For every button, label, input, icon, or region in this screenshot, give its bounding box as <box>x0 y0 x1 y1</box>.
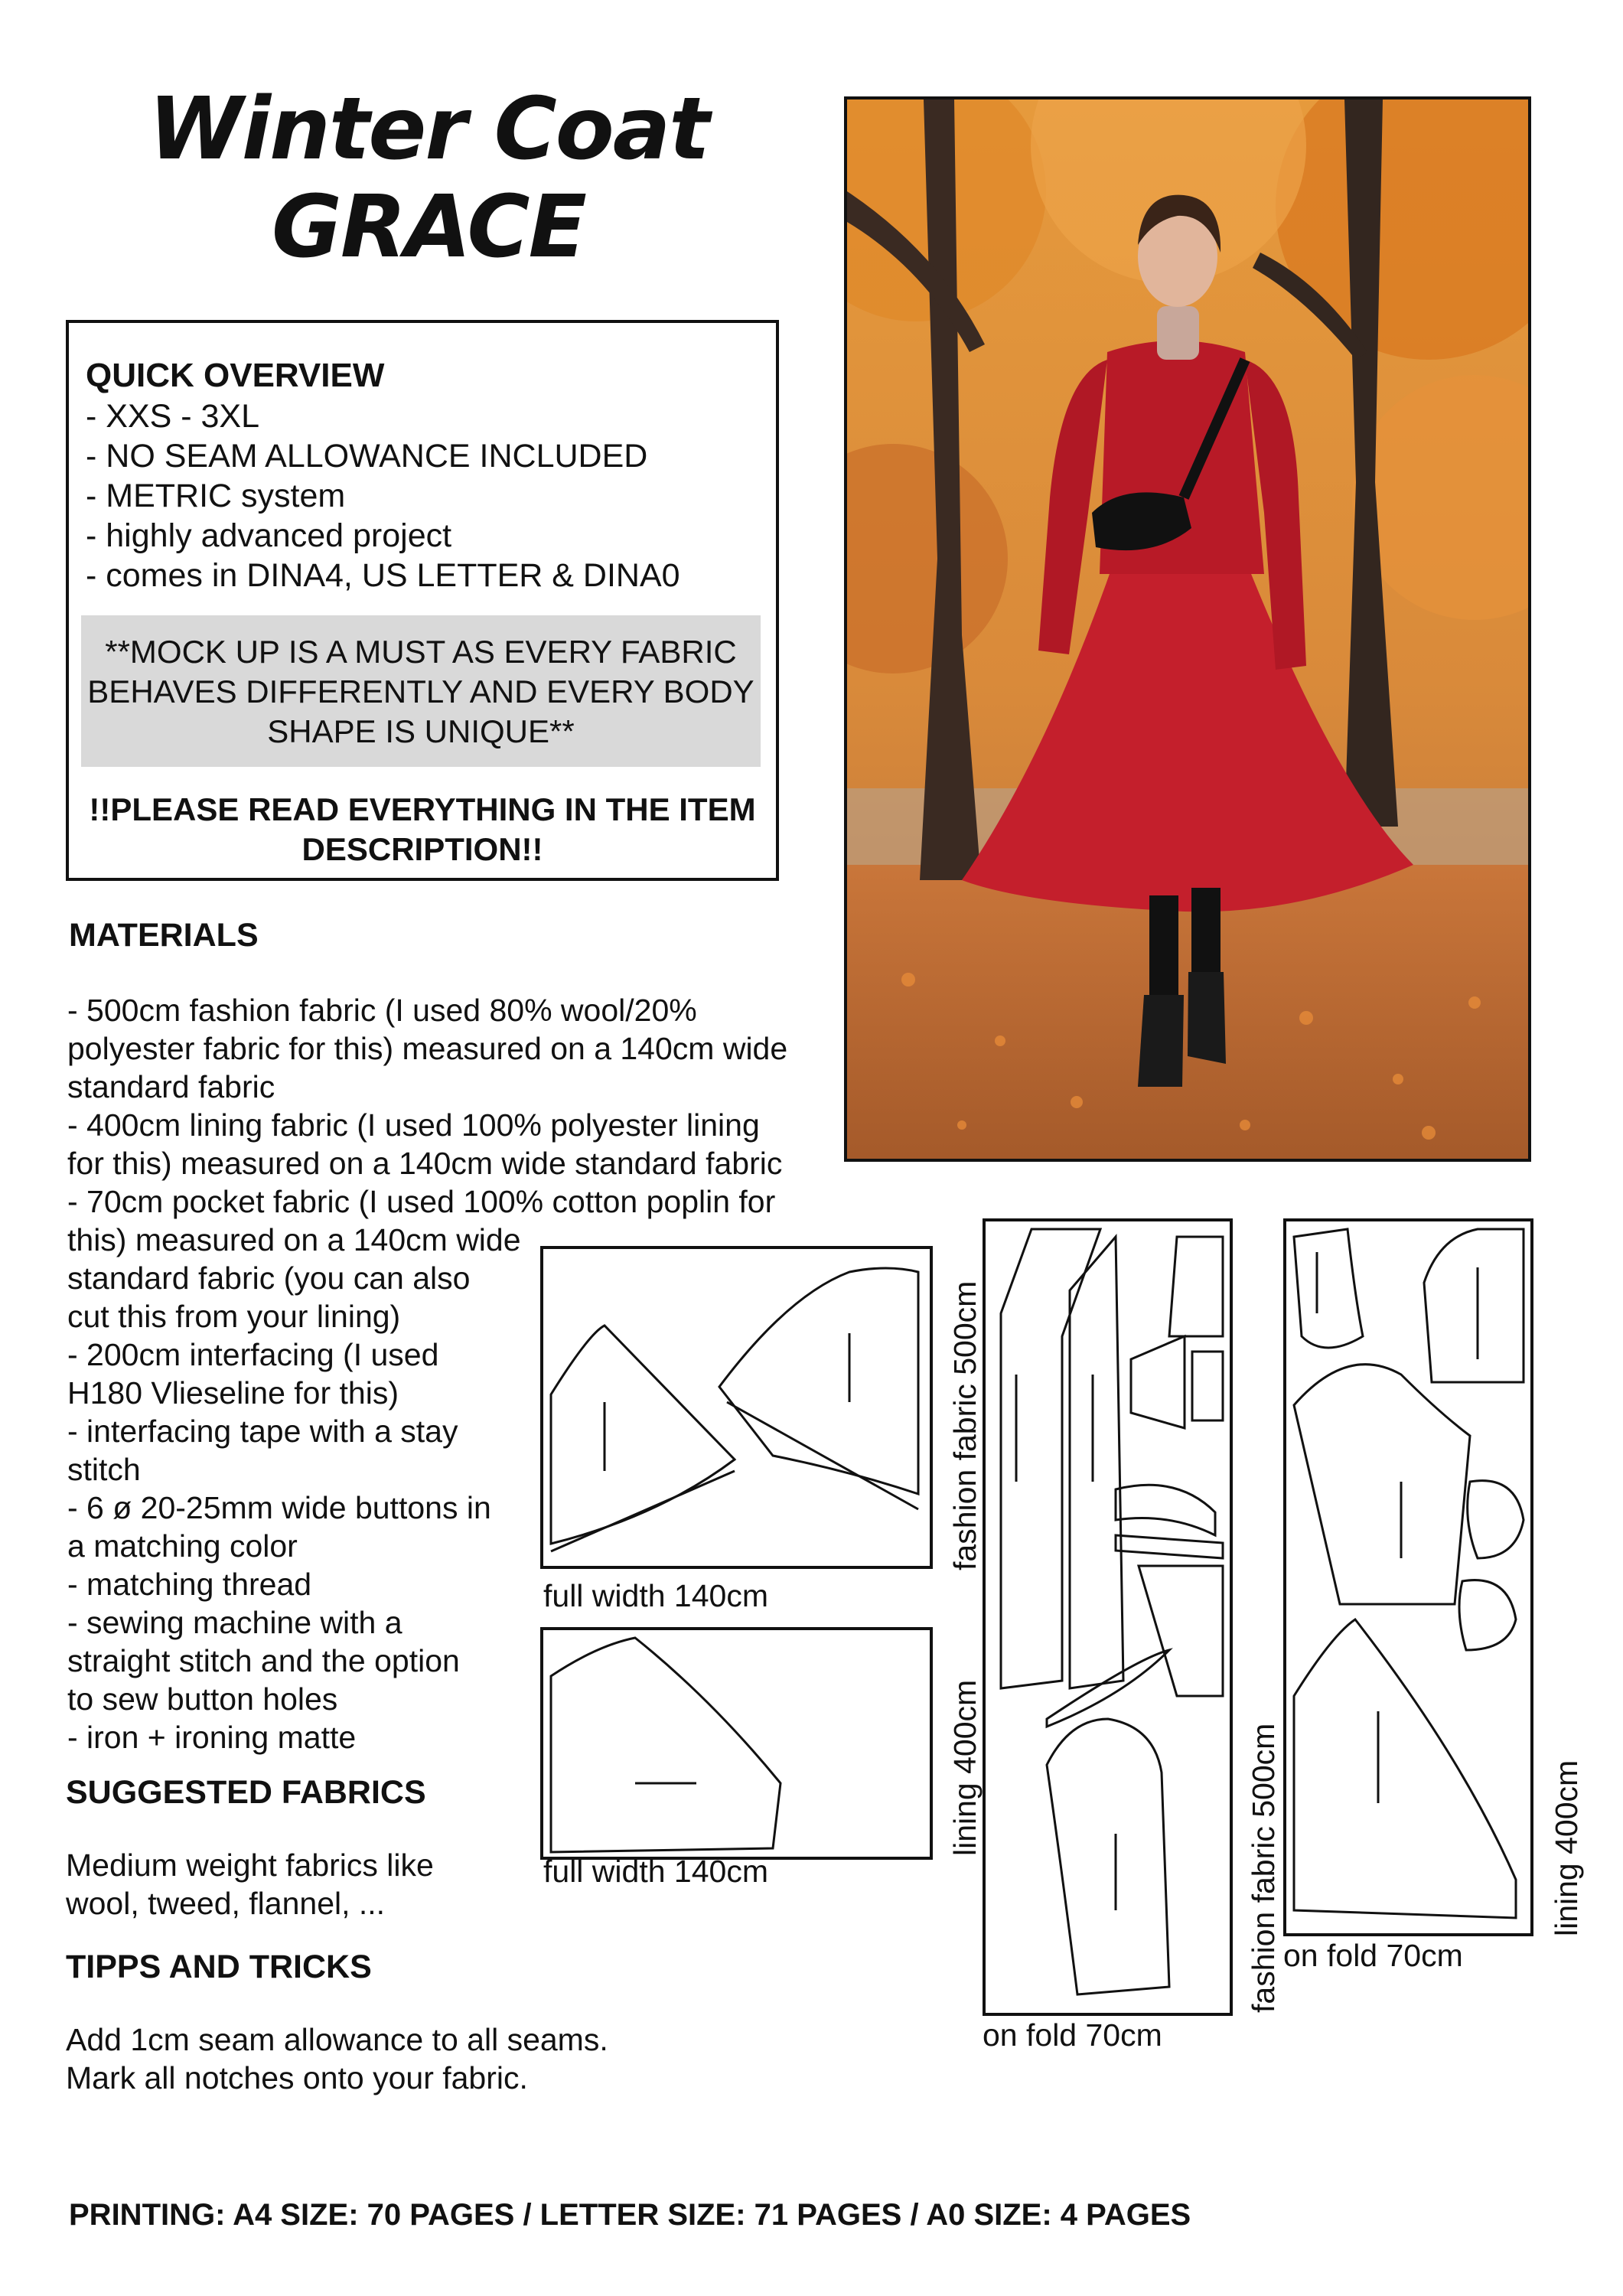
materials-line: a matching color <box>67 1528 298 1564</box>
layout-caption: full width 140cm <box>543 1854 768 1889</box>
overview-item: - highly advanced project <box>86 517 452 554</box>
pattern-layout-diagram <box>543 1630 930 1857</box>
materials-line: this) measured on a 140cm wide <box>67 1222 521 1257</box>
materials-line: - sewing machine with a <box>67 1605 402 1640</box>
overview-item: - METRIC system <box>86 478 346 514</box>
tips-line: Mark all notches onto your fabric. <box>66 2060 528 2095</box>
quick-overview-box <box>66 320 779 881</box>
materials-line: - 200cm interfacing (I used <box>67 1337 439 1372</box>
materials-line: to sew button holes <box>67 1681 338 1717</box>
layout-caption: on fold 70cm <box>1283 1938 1463 1973</box>
suggested-fabrics-text <box>66 1846 434 1923</box>
layout-caption: on fold 70cm <box>983 2017 1162 2053</box>
materials-line: for this) measured on a 140cm wide standard fabric <box>67 1146 783 1181</box>
materials-line: - 70cm pocket fabric (I used 100% cotton poplin for <box>67 1184 776 1219</box>
model-in-red-coat-image <box>847 99 1528 1159</box>
tips-text <box>66 2020 608 2097</box>
suggested-line: Medium weight fabrics like <box>66 1848 434 1883</box>
materials-line: polyester fabric for this) measured on a 140cm wide <box>67 1031 788 1066</box>
printing-info: PRINTING: A4 SIZE: 70 PAGES / LETTER SIZE: 71 PAGES / A0 SIZE: 4 PAGES <box>69 2198 1191 2232</box>
pattern-layout-diagram <box>543 1249 930 1566</box>
materials-line: straight stitch and the option <box>67 1643 460 1678</box>
materials-line: standard fabric (you can also <box>67 1261 471 1296</box>
tips-heading: TIPPS AND TRICKS <box>66 1949 372 1985</box>
layout-vertical-caption: fashion fabric 500cm <box>947 1280 983 1570</box>
suggested-line: wool, tweed, flannel, ... <box>66 1886 386 1921</box>
materials-line: - 400cm lining fabric (I used 100% polyester lining <box>67 1107 760 1143</box>
overview-item: - XXS - 3XL <box>86 398 260 435</box>
title-line-2: GRACE <box>271 178 586 277</box>
materials-line: - 6 ø 20-25mm wide buttons in <box>67 1490 491 1525</box>
layout-vertical-caption: fashion fabric 500cm <box>1246 1723 1281 2013</box>
overview-heading: QUICK OVERVIEW <box>86 357 385 394</box>
layout-fashion-lining-2 <box>1283 1218 1533 1936</box>
materials-line: standard fabric <box>67 1069 275 1104</box>
layout-fullwidth-1 <box>540 1246 933 1569</box>
layout-caption: full width 140cm <box>543 1578 768 1613</box>
materials-line: - interfacing tape with a stay <box>67 1414 458 1449</box>
overview-item: - NO SEAM ALLOWANCE INCLUDED <box>86 438 648 475</box>
materials-line: - iron + ironing matte <box>67 1720 357 1755</box>
materials-line: - matching thread <box>67 1567 312 1602</box>
layout-vertical-caption: lining 400cm <box>947 1679 983 1856</box>
materials-line: stitch <box>67 1452 141 1487</box>
materials-line: - 500cm fashion fabric (I used 80% wool/20% <box>67 993 697 1028</box>
pattern-layout-diagram <box>986 1221 1230 2013</box>
layout-fullwidth-2 <box>540 1627 933 1860</box>
product-photo <box>844 96 1531 1162</box>
page-title <box>92 80 765 276</box>
overview-list <box>86 396 680 595</box>
materials-line: cut this from your lining) <box>67 1299 401 1334</box>
read-description-note: !!PLEASE READ EVERYTHING IN THE ITEM DESCRIPTION!! <box>89 791 756 867</box>
suggested-fabrics-heading: SUGGESTED FABRICS <box>66 1774 426 1811</box>
mockup-note: **MOCK UP IS A MUST AS EVERY FABRIC BEHAVES DIFFERENTLY AND EVERY BODY SHAPE IS UNIQUE** <box>81 615 761 767</box>
layout-vertical-caption: lining 400cm <box>1549 1760 1584 1936</box>
overview-item: - comes in DINA4, US LETTER & DINA0 <box>86 557 680 594</box>
materials-heading: MATERIALS <box>69 917 259 954</box>
title-line-1: Winter Coat <box>148 80 709 179</box>
materials-line: H180 Vlieseline for this) <box>67 1375 399 1411</box>
pattern-layout-diagram <box>1286 1221 1530 1933</box>
tips-line: Add 1cm seam allowance to all seams. <box>66 2022 608 2057</box>
layout-fashion-lining-1 <box>983 1218 1233 2016</box>
